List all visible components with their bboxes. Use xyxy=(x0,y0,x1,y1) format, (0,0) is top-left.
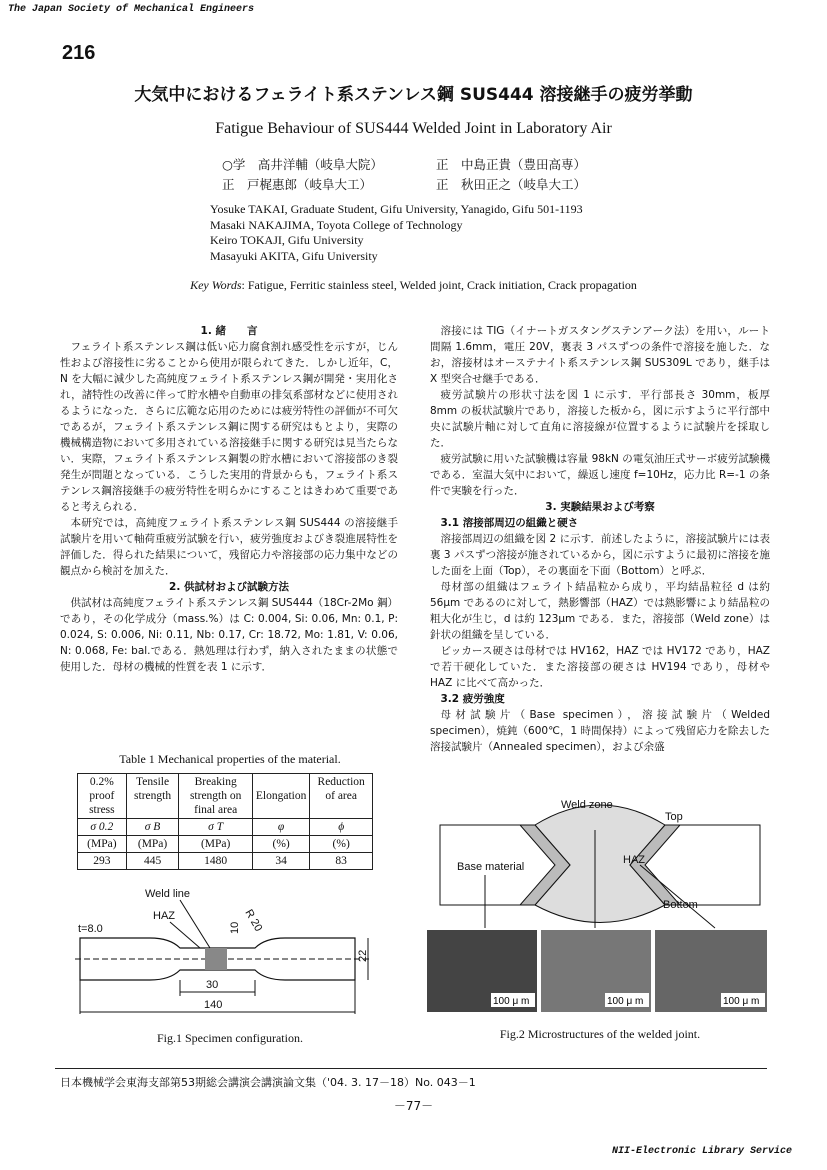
section-heading: 3. 実験結果および考察 xyxy=(545,501,655,513)
paragraph: ビッカース硬さは母材では HV162，HAZ では HV172 であり，HAZ で若干硬化していた．また溶接部の硬さは HV194 であり，母材や HAZ に比べて高かった． xyxy=(430,645,770,689)
affiliation-line: Masaki NAKAJIMA, Toyota College of Technology xyxy=(210,217,463,232)
radius-label: R 20 xyxy=(242,907,265,934)
mechanical-properties-table xyxy=(77,773,373,870)
fig1-caption: Fig.1 Specimen configuration. xyxy=(157,1031,303,1045)
table-header: Elongation xyxy=(252,774,309,819)
top-label: Top xyxy=(665,811,683,823)
keywords-text: : Fatigue, Ferritic stainless steel, Welded joint, Crack initiation, Crack propagation xyxy=(241,278,637,292)
paragraph: 母材試験片（Base specimen），溶接試験片（Welded specimen），焼鈍（600℃，1 時間保持）によって残留応力を除去した溶接試験片（Annealed specimen），および余盛 xyxy=(430,709,770,753)
section-heading: 2. 供試材および試験方法 xyxy=(169,581,289,593)
table-cell: 83 xyxy=(310,853,373,870)
haz-label: HAZ xyxy=(153,910,175,922)
table-unit: (MPa) xyxy=(126,836,179,853)
thickness-label: t=8.0 xyxy=(78,923,103,935)
fig2-caption: Fig.2 Microstructures of the welded joint. xyxy=(499,1027,701,1041)
section-heading: 1. 緒 言 xyxy=(200,325,258,337)
paragraph: 本研究では，高純度フェライト系ステンレス鋼 SUS444 の溶接継手試験片を用いて軸荷重疲労試験を行い，疲労強度およびき裂進展特性を評価した．得られた結果について，残留応力や溶接部の応力集中などの観点から検討を加えた． xyxy=(60,517,398,577)
table-caption: Table 1 Mechanical properties of the material. xyxy=(119,752,341,766)
author-3: 正 戸梶惠郎（岐阜大工） xyxy=(222,177,373,192)
weld-zone-mark xyxy=(205,948,227,970)
table-header-row xyxy=(78,774,373,819)
table-symbol-row xyxy=(78,819,373,836)
table-unit: (%) xyxy=(252,836,309,853)
table-unit-row xyxy=(78,836,373,853)
society-header: The Japan Society of Mechanical Engineers xyxy=(8,4,255,15)
affiliations xyxy=(210,202,583,264)
weld-zone-label: Weld zone xyxy=(561,799,613,811)
page-number: 216 xyxy=(62,42,96,64)
table-header: Breaking strength on final area xyxy=(179,774,252,819)
library-service-footer: NII-Electronic Library Service xyxy=(612,1146,793,1157)
footer-rule xyxy=(55,1068,767,1069)
title-japanese: 大気中におけるフェライト系ステンレス鋼 SUS444 溶接継手の疲労挙動 xyxy=(134,85,693,105)
paragraph: 供試材は高純度フェライト系ステンレス鋼 SUS444（18Cr-2Mo 鋼）であり，その化学成分（mass.%）は C: 0.004, Si: 0.06, Mn: 0.1, P: 0.024, S: 0.006, Ni: 0.11, Nb: 0.17, Cr: 18.72, Mo: 1.81, V: 0.06, N: 0.068, Fe: bal.である．熱処理は行わず，納入されたままの状態で使用した．母材の機械的性質を表 1 に示す． xyxy=(60,597,398,673)
paragraph: 母材部の組織はフェライト結晶粒から成り，平均結晶粒径 d は約 56μm であるのに対して，熱影響部（HAZ）では熱影響により結晶粒の粗大化が生じ，d は約 123μm である．また，溶接部（Weld zone）は針状の組織を呈している． xyxy=(430,581,770,641)
scale-bar-label: 100 μ m xyxy=(723,996,760,1007)
table-symbol: ϕ xyxy=(310,819,373,836)
base-material-label: Base material xyxy=(457,861,525,873)
scale-bar-label: 100 μ m xyxy=(493,996,530,1007)
table-unit: (MPa) xyxy=(179,836,252,853)
paragraph: 疲労試験片の形状寸法を図 1 に示す．平行部長さ 30mm，板厚 8mm の板状試験片であり，溶接した板から，図に示すように平行部中央に試験片軸に対して直角に溶接線が位置するように試験片を採取した． xyxy=(430,389,770,449)
author-4: 正 秋田正之（岐阜大工） xyxy=(436,177,587,192)
paragraph: 疲労試験に用いた試験機は容量 98kN の電気油圧式サーボ疲労試験機である．室温大気中において，繰返し速度 f=10Hz，応力比 R=-1 の条件で実験を行った． xyxy=(430,453,770,497)
haz-label: HAZ xyxy=(623,854,645,866)
height-label: 22 xyxy=(357,949,369,962)
scale-bar-label: 100 μ m xyxy=(607,996,644,1007)
table-header: Tensile strength xyxy=(126,774,179,819)
table-unit: (MPa) xyxy=(78,836,127,853)
affiliation-line: Masayuki AKITA, Gifu University xyxy=(210,248,378,263)
specimen-diagram xyxy=(70,880,400,1025)
title-english: Fatigue Behaviour of SUS444 Welded Joint in Laboratory Air xyxy=(215,120,612,137)
parallel-length-label: 30 xyxy=(206,979,219,991)
table-symbol: σ T xyxy=(179,819,252,836)
weld-line-leader xyxy=(180,900,210,948)
weld-microstructure-figure xyxy=(425,790,775,1020)
table-unit: (%) xyxy=(310,836,373,853)
paragraph: 溶接部周辺の組織を図 2 に示す．前述したように，溶接試験片には表裏 3 パスずつ溶接が施されているから，図に示すように最初に溶接を施した面を上面（Top），その裏面を下面（Bottom）と呼ぶ． xyxy=(430,533,770,577)
table-symbol: φ xyxy=(252,819,309,836)
weld-line-label: Weld line xyxy=(145,888,191,900)
affiliation-line: Keiro TOKAJI, Gifu University xyxy=(210,233,364,247)
bottom-label: Bottom xyxy=(663,899,698,911)
table-value-row xyxy=(78,853,373,870)
table-cell: 1480 xyxy=(179,853,252,870)
table-header: 0.2% proof stress xyxy=(78,774,127,819)
paragraph: フェライト系ステンレス鋼は低い応力腐食割れ感受性を示すが，じん性および溶接性に劣ることから使用が限られてきた．しかし近年，C，N を大幅に減少した高純度フェライト系ステンレス鋼が開発・実用化され，諸特性の改善に伴って貯水槽や自動車の排気系部材などに使用されるようになった．さらに広範な応用のためには疲労特性の評価が不可欠であるが，フェライト系ステンレス鋼に関する研究はもとより，実際の機械構造物において多用されている溶接継手に関する研究は見当たらない．実際，フェライト系ステンレス鋼製の貯水槽において溶接部のき裂発生が問題となっている．こうした実用的背景からも，フェライト系ステンレス鋼溶接継手の疲労特性を明らかにすることはきわめて重要であると考えられる． xyxy=(60,341,398,513)
left-column xyxy=(60,323,398,675)
author-1: ○学 高井洋輔（岐阜大院） xyxy=(222,157,383,172)
proceedings-footer: 日本機械学会東海支部第53期総会講演会講演論文集（'04. 3. 17－18）No. 043－1 xyxy=(60,1076,476,1089)
right-column xyxy=(430,323,770,755)
table-cell: 293 xyxy=(78,853,127,870)
paragraph: 溶接には TIG（イナートガスタングステンアーク法）を用い，ルート間隔 1.6mm，電圧 20V，裏表 3 パスずつの条件で溶接を施した．なお，溶接材はオーステナイト系ステンレス鋼 SUS309L であり，継手は X 型突合せ継手である． xyxy=(430,325,770,385)
keywords-label: Key Words xyxy=(190,278,242,292)
table-cell: 445 xyxy=(126,853,179,870)
footer-page-number: －77－ xyxy=(393,1099,434,1113)
table-symbol: σ B xyxy=(126,819,179,836)
table-cell: 34 xyxy=(252,853,309,870)
table-symbol: σ 0.2 xyxy=(78,819,127,836)
width-label: 10 xyxy=(229,921,241,934)
total-length-label: 140 xyxy=(204,999,223,1011)
keywords xyxy=(0,278,827,293)
subsection-heading: 3.1 溶接部周辺の組織と硬さ xyxy=(440,517,579,529)
affiliation-line: Yosuke TAKAI, Graduate Student, Gifu University, Yanagido, Gifu 501-1193 xyxy=(210,202,583,216)
table-header: Reduction of area xyxy=(310,774,373,819)
subsection-heading: 3.2 疲労強度 xyxy=(440,693,505,705)
author-2: 正 中島正貴（豊田高専） xyxy=(436,157,587,172)
